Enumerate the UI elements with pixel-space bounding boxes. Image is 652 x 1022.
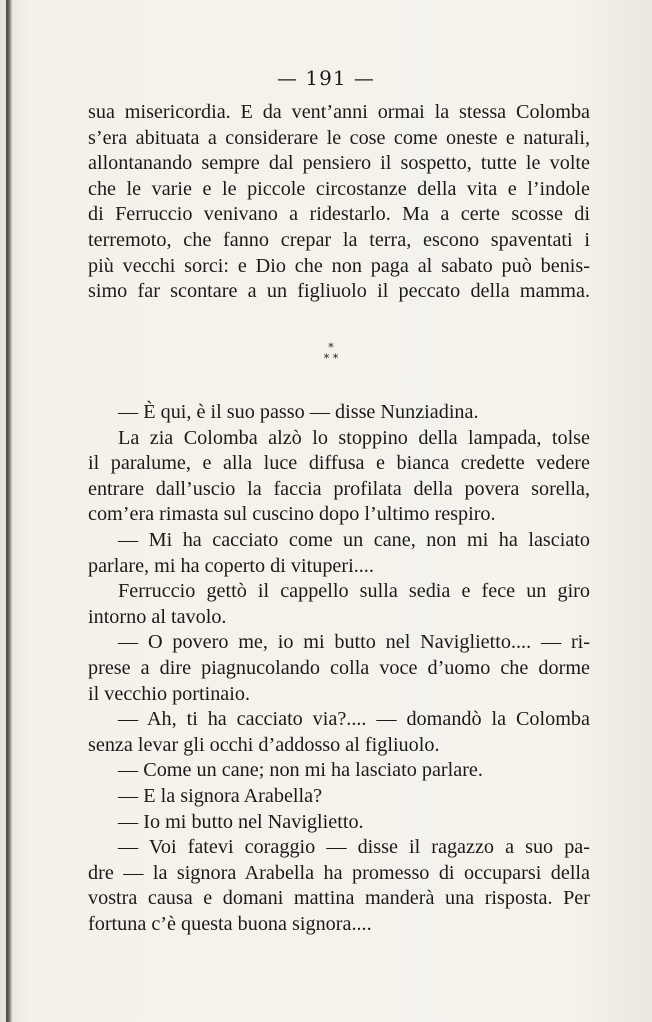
text-line: — È qui, è il suo passo — disse Nunziadina. [118, 401, 479, 423]
text-line: simo far scontare a un figliuolo il peccato della mamma. [88, 280, 590, 303]
page-binding-edge [6, 0, 12, 1022]
paragraph-1 [88, 100, 590, 305]
text-line: s’era abituata a considerare le cose come oneste e naturali, [88, 126, 590, 149]
section-break-asterism [316, 342, 346, 368]
text-line: prese a dire piagnucolando colla voce d’uomo che dorme [88, 656, 590, 679]
text-line: — E la signora Arabella? [118, 784, 323, 807]
text-line: terremoto, che fanno crepar la terra, escono spaventati i [88, 228, 590, 251]
text-line: — Ah, ti ha cacciato via?.... — domandò la Colomba [118, 708, 590, 731]
text-line: Ferruccio gettò il cappello sulla sedia e fece un giro [118, 580, 590, 603]
page-number: — 191 — [277, 66, 375, 90]
asterism-top: * [328, 341, 334, 354]
text-line: senza levar gli occhi d’addosso al figliuolo. [88, 733, 440, 756]
text-line: il vecchio portinaio. [88, 682, 251, 705]
text-line: più vecchi sorci: e Dio che non paga al sabato può benis- [88, 254, 590, 277]
text-line: il paralume, e alla luce diffusa e bianca credette vedere [88, 452, 590, 475]
text-line: — O povero me, io mi butto nel Naviglietto.... — ri- [118, 631, 590, 654]
text-line: vostra causa e domani mattina manderà una risposta. Per [88, 887, 590, 910]
paragraph-2 [88, 400, 590, 937]
text-line: parlare, mi ha coperto di vituperi.... [88, 554, 374, 577]
text-line: di Ferruccio venivano a ridestarlo. Ma a certe scosse di [88, 203, 590, 226]
text-line: intorno al tavolo. [88, 605, 227, 628]
text-line: — Io mi butto nel Naviglietto. [118, 810, 364, 833]
text-line: che le varie e le piccole circostanze della vita e l’indole [88, 177, 590, 200]
text-line: — Come un cane; non mi ha lasciato parlare. [118, 759, 483, 782]
text-line: La zia Colomba alzò lo stoppino della lampada, tolse [118, 426, 590, 449]
text-line: — Voi fatevi coraggio — disse il ragazzo a suo pa- [118, 836, 590, 859]
text-line: fortuna c’è questa buona signora.... [88, 912, 372, 935]
text-line: sua misericordia. E da vent’anni ormai la stessa Colomba [88, 101, 590, 123]
text-line: allontanando sempre dal pensiero il sospetto, tutte le volte [88, 152, 590, 175]
text-line: entrare dall’uscio la faccia profilata della povera sorella, [88, 477, 590, 500]
text-line: com’era rimasta sul cuscino dopo l’ultimo respiro. [88, 503, 496, 526]
text-line: dre — la signora Arabella ha promesso di occuparsi della [88, 861, 590, 884]
text-line: — Mi ha cacciato come un cane, non mi ha lasciato [118, 528, 590, 551]
asterism-bottom: * * [323, 352, 339, 365]
